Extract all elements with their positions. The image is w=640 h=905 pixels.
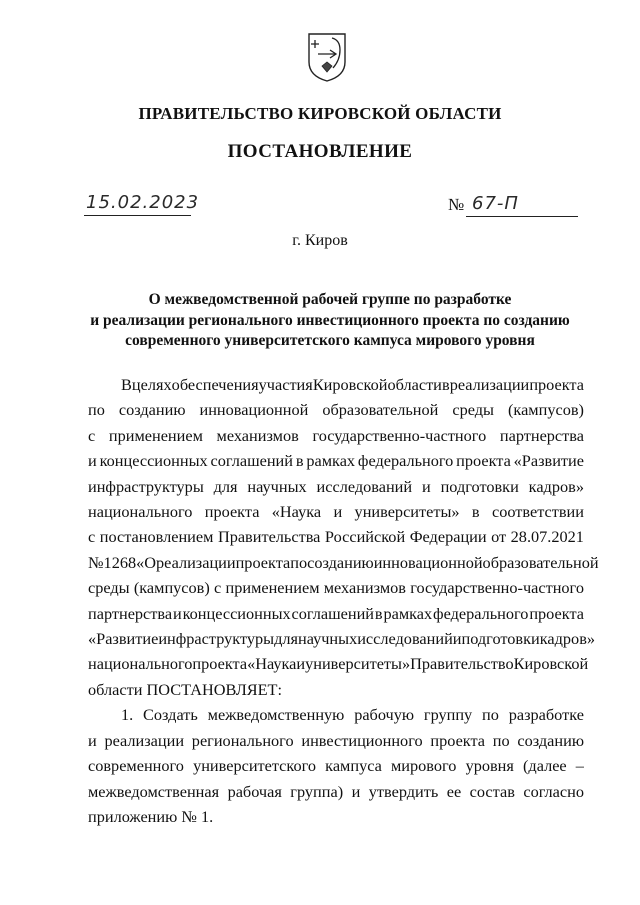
body-word: В [121,375,132,394]
body-word: Правительство [410,654,514,674]
body-word: рамках [383,603,433,623]
body-word: по [482,705,499,725]
body-word: подготовки [461,629,540,649]
body-word: университеты» [305,654,411,674]
body-line: области ПОСТАНОВЛЯЕТ: [88,679,283,699]
body-word: партнерства [88,603,173,623]
body-line [88,779,584,804]
body-word: проекта [204,502,260,522]
body-word: исследований [316,476,413,496]
city-name: г. Киров [292,232,348,249]
body-line [88,575,584,600]
body-word: регионального [191,730,294,750]
body-word: (кампусов) [133,578,210,598]
body-word: ее [446,781,462,801]
government-heading: ПРАВИТЕЛЬСТВО КИРОВСКОЙ ОБЛАСТИ [138,104,502,123]
number-underline [466,216,578,217]
body-word: инновационной [373,552,483,572]
body-word: утвердить [368,781,439,801]
body-word: созданию [517,730,584,750]
body-word: межведомственная [88,781,220,801]
body-word: исследований [357,629,453,649]
date-underline [84,215,191,216]
body-word: инвестиционного [301,730,423,750]
body-word: инновационной [199,400,309,420]
body-word: созданию [118,400,186,420]
body-word: и [351,781,361,801]
body-word: проекта [529,375,584,394]
body-line: приложению № 1. [88,806,214,826]
body-word: подготовки [440,476,519,496]
body-word: целях [131,375,172,394]
body-word: реализации [104,730,185,750]
body-word: инфраструктуры [158,629,275,649]
body-word: среды [88,578,130,598]
body-word: разработке [508,705,584,725]
body-word: с [214,578,222,598]
body-word: концессионных [182,603,291,623]
body-word: механизмов [323,578,406,598]
body-word: университетского [193,756,317,776]
body-word: и [333,502,343,522]
body-line [88,423,584,448]
body-word: Кировской [513,654,589,674]
body-word: и [88,730,97,750]
body-word: кампуса [325,756,382,776]
body-word: современного [88,756,184,776]
body-word: соглашений [210,451,293,471]
body-word: «Развитие [88,629,159,649]
body-word: «Развитие [513,451,584,471]
body-word: кадров» [528,476,584,496]
body-word: (кампусов) [508,400,584,420]
coat-of-arms-icon [306,32,348,82]
body-line [88,397,584,422]
body-word: – [575,756,584,776]
body-word: научных [247,476,307,496]
body-word: в [374,603,383,623]
body-word: № [88,552,104,572]
body-word: согласно [523,781,584,801]
body-word: 28.07.2021 [510,527,584,547]
body-word: в [441,375,450,394]
body-word: проекта [235,552,291,572]
body-word: рабочую [354,705,415,725]
body-word: национального [88,654,193,674]
body-word: проекта [529,603,584,623]
title-line: современного университетского кампуса мирового уровня [125,332,535,349]
body-word: образовательной [322,400,439,420]
body-word: Федерации [409,527,487,547]
document-body [88,372,599,829]
document-number: 67-П [472,193,519,214]
body-line [88,372,584,397]
body-line [88,499,584,524]
body-word: государственно-частного [312,425,487,445]
body-line [88,601,584,626]
body-word: участия [258,375,313,394]
body-word: федерального [357,451,454,471]
body-word: 1. [121,705,134,725]
number-label: № [448,195,465,214]
body-word: Правительства [217,527,321,547]
document-title [80,290,580,352]
body-word: кадров» [539,629,596,649]
body-word: по [290,552,308,572]
body-word: мирового [391,756,457,776]
body-word: «О [136,552,157,572]
title-line: О межведомственной рабочей группе по разработке [148,291,512,308]
body-word: группа) [290,781,344,801]
body-word: области [387,375,442,394]
body-word: реализации [156,552,236,572]
body-word: и [172,603,182,623]
body-word: для [213,476,238,496]
body-word: концессионных [99,451,208,471]
body-word: обеспечения [171,375,259,394]
body-word: соответствии [491,502,584,522]
body-line [88,448,584,473]
body-word: созданию [307,552,374,572]
body-word: рабочая [227,781,282,801]
body-word: механизмов [216,425,299,445]
body-word: по [492,730,510,750]
body-word: «Наука [271,502,322,522]
body-word: государственно-частного [410,578,584,598]
body-word: Создать [143,705,198,725]
body-word: состав [469,781,515,801]
body-word: применением [225,578,320,598]
body-line [88,728,584,753]
body-word: научных [297,629,358,649]
body-word: федерального [433,603,529,623]
body-line [88,550,599,575]
body-word: университеты» [354,502,460,522]
body-line [88,626,596,651]
body-word: от [491,527,507,547]
body-line [88,651,589,676]
body-word: 1268 [103,552,137,572]
document-type-heading: ПОСТАНОВЛЕНИЕ [227,141,413,162]
document-date: 15.02.2023 [86,192,200,213]
body-word: и [88,451,97,471]
body-word: Российской [324,527,406,547]
body-word: по [88,400,105,420]
body-word: постановлением [99,527,214,547]
body-word: и [421,476,431,496]
body-word: межведомственную [207,705,345,725]
body-word: уровня [465,756,514,776]
body-word: национального [88,502,193,522]
body-word: группу [423,705,473,725]
body-line [88,702,584,727]
body-word: проекта [192,654,248,674]
body-word: проекта [456,451,511,471]
body-word: Кировской [312,375,388,394]
body-line [88,474,584,499]
body-word: в [471,502,480,522]
body-word: и [452,629,462,649]
body-word: для [274,629,298,649]
body-word: в [295,451,304,471]
body-line [88,524,584,549]
body-word: инфраструктуры [88,476,204,496]
body-word: и [296,654,306,674]
body-word: среды [452,400,494,420]
title-line: и реализации регионального инвестиционного проекта по созданию [90,311,570,329]
body-line [88,753,584,778]
body-word: (далее [523,756,567,776]
body-word: применением [108,425,203,445]
body-word: партнерства [499,425,584,445]
body-word: соглашений [291,603,375,623]
body-word: «Наука [247,654,297,674]
body-word: реализации [449,375,530,394]
body-word: проекта [430,730,486,750]
body-word: с [88,425,96,445]
body-word: образовательной [482,552,599,572]
body-word: с [88,527,96,547]
body-word: рамках [306,451,356,471]
